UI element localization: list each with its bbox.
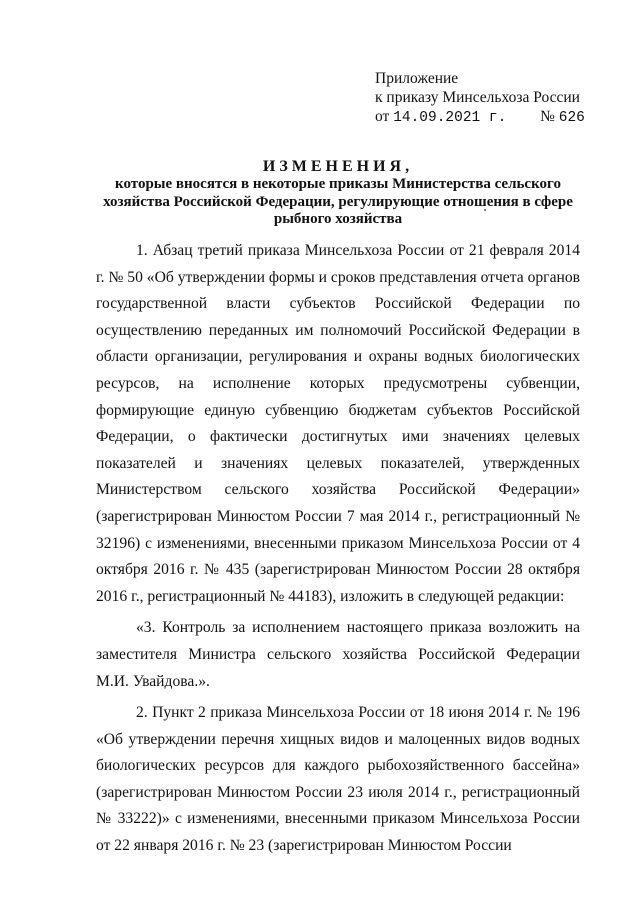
document-title [96, 157, 580, 229]
order-date: 14.09.2021 г. [393, 110, 507, 126]
paragraph-2: «3. Контроль за исполнением настоящего приказа возложить на заместителя Министра сельского хозяйства Российской Федерации М.И. Увайдова.». [96, 619, 580, 690]
date-prefix: от [375, 108, 390, 125]
paragraph-1: 1. Абзац третий приказа Минсельхоза России от 21 февраля 2014 г. № 50 «Об утверждении формы и сроков представления отчета органов государственной власти субъектов Российской Федерации по осуществлению переданных им полномочий Российской Федерации в области организации, регулирования и охраны водных биологических ресурсов, на исполнение которых предусмотрены субвенции, формирующие единую субвенцию бюджетам субъектов Российской Федерации, о фактически достигнутых ими значениях целевых показателей и значениях целевых показателей, утвержденных Министерством сельского хозяйства Российской Федерации» (зарегистрирован Минюстом России 7 мая 2014 г., регистрационный № 32196) с изменениями, внесенными приказом Минсельхоза России от 4 октября 2016 г. № 435 (зарегистрирован Минюстом России 28 октября 2016 г., регистрационный № 44183), изложить в следующей редакции: [96, 242, 580, 605]
number-sign: № [540, 108, 555, 125]
order-reference: к приказу Минсельхоза России [375, 89, 580, 106]
order-date-line [375, 107, 585, 128]
title-subtitle: которые вносятся в некоторые приказы Министерства сельского хозяйства Российской Федерации, регулирующие отношения в сфере рыбного хозяйства [103, 176, 573, 227]
order-number: 626 [558, 110, 585, 126]
title-main: ИЗМЕНЕНИЯ, [262, 158, 414, 175]
document-body [96, 238, 580, 860]
appendix-label: Приложение [375, 70, 459, 87]
appendix-header [375, 69, 585, 128]
scan-speck [484, 209, 486, 211]
paragraph-3: 2. Пункт 2 приказа Минсельхоза России от 18 июня 2014 г. № 196 «Об утверждении перечня хищных видов и малоценных видов водных биологических ресурсов для каждого рыбохозяйственного бассейна» (зарегистрирован Минюстом России 23 июля 2014 г., регистрационный № 33222)» с изменениями, внесенными приказом Минсельхоза России от 22 января 2016 г. № 23 (зарегистрирован Минюстом России [96, 704, 580, 855]
